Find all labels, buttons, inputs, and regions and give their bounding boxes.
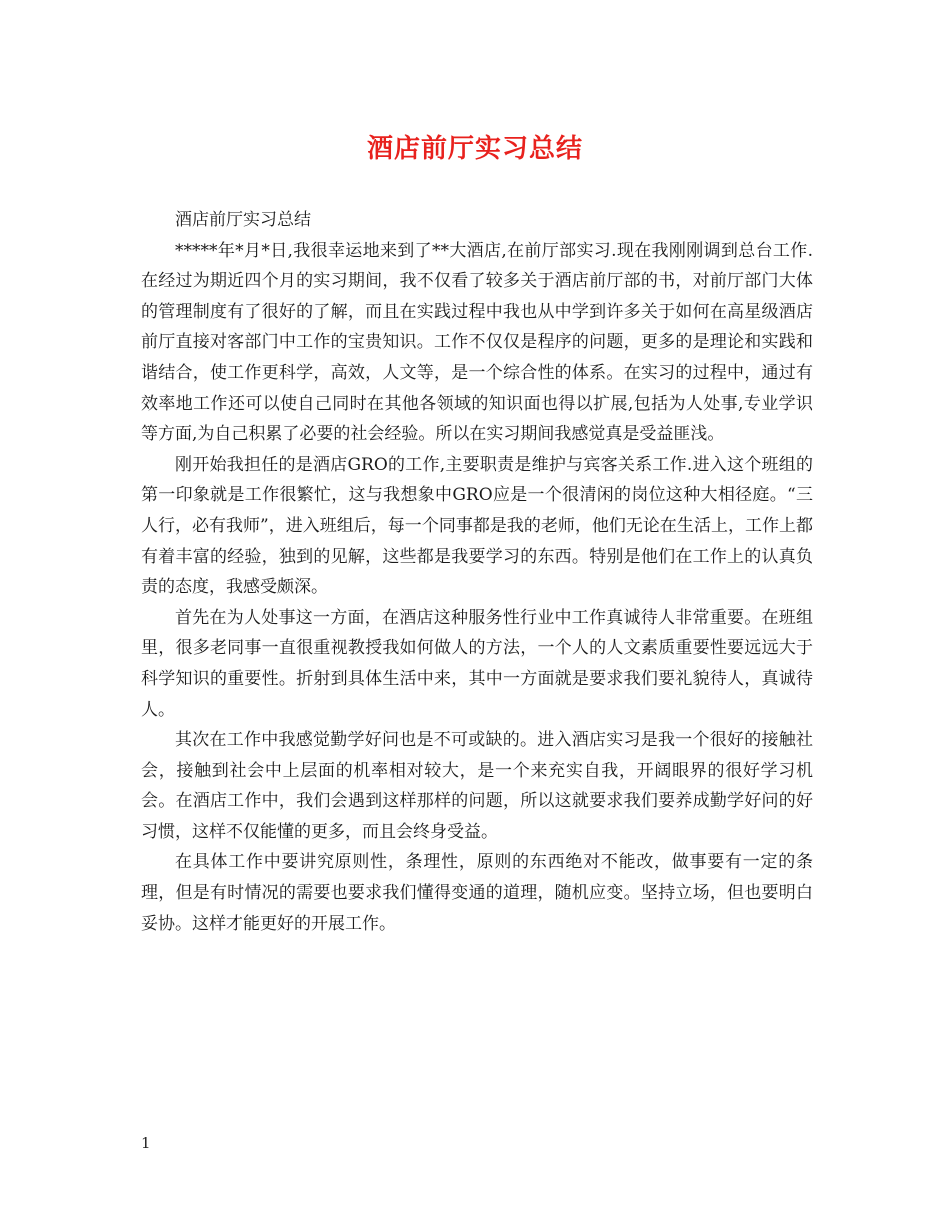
page-number: 1: [141, 1134, 151, 1152]
paragraph-principles: 在具体工作中要讲究原则性，条理性，原则的东西绝对不能改，做事要有一定的条理，但是有时情况的需要也要求我们懂得变通的道理，随机应变。坚持立场，但也要明白妥协。这样才能更好的开展工作。: [141, 852, 813, 934]
paragraph-interpersonal: 首先在为人处事这一方面，在酒店这种服务性行业中工作真诚待人非常重要。在班组里，很多老同事一直很重视教授我如何做人的方法，一个人的人文素质重要性要远远大于科学知识的重要性。折射到具体生活中来，其中一方面就是要求我们要礼貌待人，真诚待人。: [141, 607, 813, 720]
document-body: [141, 205, 813, 939]
paragraph-heading: 酒店前厅实习总结: [175, 210, 311, 230]
paragraph-intro: *****年*月*日,我很幸运地来到了**大酒店,在前厅部实习.现在我刚刚调到总台工作.在经过为期近四个月的实习期间，我不仅看了较多关于酒店前厅部的书，对前厅部门大体的管理制度有了很好的了解，而且在实践过程中我也从中学到许多关于如何在高星级酒店前厅直接对客部门中工作的宝贵知识。工作不仅仅是程序的问题，更多的是理论和实践和谐结合，使工作更科学，高效，人文等，是一个综合性的体系。在实习的过程中，通过有效率地工作还可以使自己同时在其他各领域的知识面也得以扩展,包括为人处事,专业学识等方面,为自己积累了必要的社会经验。所以在实习期间我感觉真是受益匪浅。: [141, 240, 813, 445]
paragraph-learning: 其次在工作中我感觉勤学好问也是不可或缺的。进入酒店实习是我一个很好的接触社会，接触到社会中上层面的机率相对较大，是一个来充实自我，开阔眼界的很好学习机会。在酒店工作中，我们会遇到这样那样的问题，所以这就要求我们要养成勤学好问的好习惯，这样不仅能懂的更多，而且会终身受益。: [141, 730, 813, 842]
paragraph-gro-work: 刚开始我担任的是酒店GRO的工作,主要职责是维护与宾客关系工作.进入这个班组的第一印象就是工作很繁忙，这与我想象中GRO应是一个很清闲的岗位这种大相径庭。“三人行，必有我师”，进入班组后，每一个同事都是我的老师，他们无论在生活上，工作上都有着丰富的经验，独到的见解，这些都是我要学习的东西。特别是他们在工作上的认真负责的态度，我感受颇深。: [141, 454, 813, 598]
document-title: 酒店前厅实习总结: [366, 134, 583, 164]
